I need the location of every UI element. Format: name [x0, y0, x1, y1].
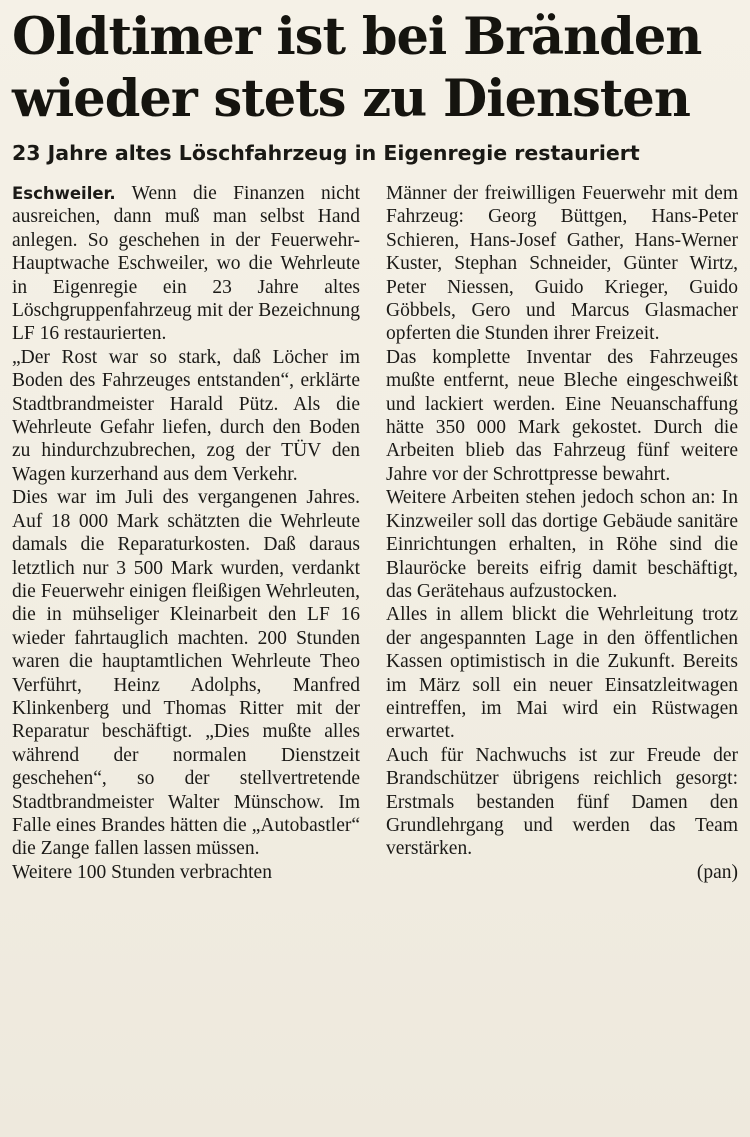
article-paragraph: Weitere Arbeiten stehen jedoch schon an: In Kinzweiler soll das dortige Gebäude sanitäre Einrichtungen erhalten, in Röhe sind die Blauröcke bereits eifrig damit beschäftigt, das Gerätehaus aufzustocken.	[386, 487, 738, 602]
article-paragraph: Alles in allem blickt die Wehrleitung trotz der angespannten Lage in den öffentlichen Kassen optimistisch in die Zukunft. Bereits im März soll ein neuer Einsatzleitwagen eintreffen, im Mai wird ein Rüstwagen erwartet.	[386, 604, 738, 743]
subheadline: 23 Jahre altes Löschfahrzeug in Eigenregie restauriert	[12, 141, 640, 165]
article-paragraph: Weitere 100 Stunden verbrachten	[12, 861, 272, 883]
headline-line-1: Oldtimer ist bei Bränden	[12, 7, 702, 67]
author-signature: (pan)	[696, 861, 738, 883]
article-column-right	[386, 182, 738, 884]
dateline: Eschweiler.	[12, 184, 116, 203]
article-paragraph: Dies war im Juli des vergangenen Jahres. Auf 18 000 Mark schätzten die Wehrleute damals die Reparaturkosten. Daß daraus letztlich nur 3 500 Mark wurden, verdankt die Feuerwehr einigen fleißigen Wehrleuten, die in mühseliger Kleinarbeit den LF 16 wieder fahrtauglich machten. 200 Stunden waren die hauptamtlichen Wehrleute Theo Verführt, Heinz Adolphs, Manfred Klinkenberg und Thomas Ritter mit der Reparatur beschäftigt. „Dies mußte alles während der normalen Dienstzeit geschehen“, so der stellvertretende Stadtbrandmeister Walter Münschow. Im Falle eines Brandes hätten die „Autobastler“ die Zange fallen lassen müssen.	[12, 487, 360, 860]
article-paragraph: Das komplette Inventar des Fahrzeuges mußte entfernt, neue Bleche eingeschweißt und lackiert werden. Eine Neuanschaffung hätte 350 000 Mark gekostet. Durch die Arbeiten blieb das Fahrzeug fünf weitere Jahre vor der Schrottpresse bewahrt.	[386, 346, 738, 485]
article-paragraph	[12, 182, 360, 346]
article-body	[12, 182, 738, 884]
article-column-left	[12, 182, 360, 884]
article-paragraph: Männer der freiwilligen Feuerwehr mit dem Fahrzeug: Georg Büttgen, Hans-Peter Schieren, Hans-Josef Gather, Hans-Werner Kuster, Stephan Schneider, Günter Wirtz, Peter Niessen, Guido Krieger, Guido Göbbels, Gero und Marcus Glasmacher opferten die Stunden ihrer Freizeit.	[386, 183, 738, 345]
headline	[12, 6, 738, 130]
headline-line-2: wieder stets zu Diensten	[12, 69, 690, 129]
paragraph-text: Wenn die Finanzen nicht ausreichen, dann muß man selbst Hand anlegen. So geschehen in der Feuerwehr-Hauptwache Eschweiler, wo die Wehrleute in Eigenregie ein 23 Jahre altes Löschgruppenfahrzeug mit der Bezeichnung LF 16 restaurierten.	[12, 183, 360, 345]
article-paragraph: „Der Rost war so stark, daß Löcher im Boden des Fahrzeuges entstanden“, erklärte Stadtbrandmeister Harald Pütz. Als die Wehrleute Gefahr liefen, durch den Boden zu hindurchzubrechen, zog der TÜV den Wagen kurzerhand aus dem Verkehr.	[12, 346, 360, 485]
article-paragraph: Auch für Nachwuchs ist zur Freude der Brandschützer übrigens reichlich gesorgt: Erstmals bestanden fünf Damen den Grundlehrgang und werden das Team verstärken.	[386, 744, 738, 860]
